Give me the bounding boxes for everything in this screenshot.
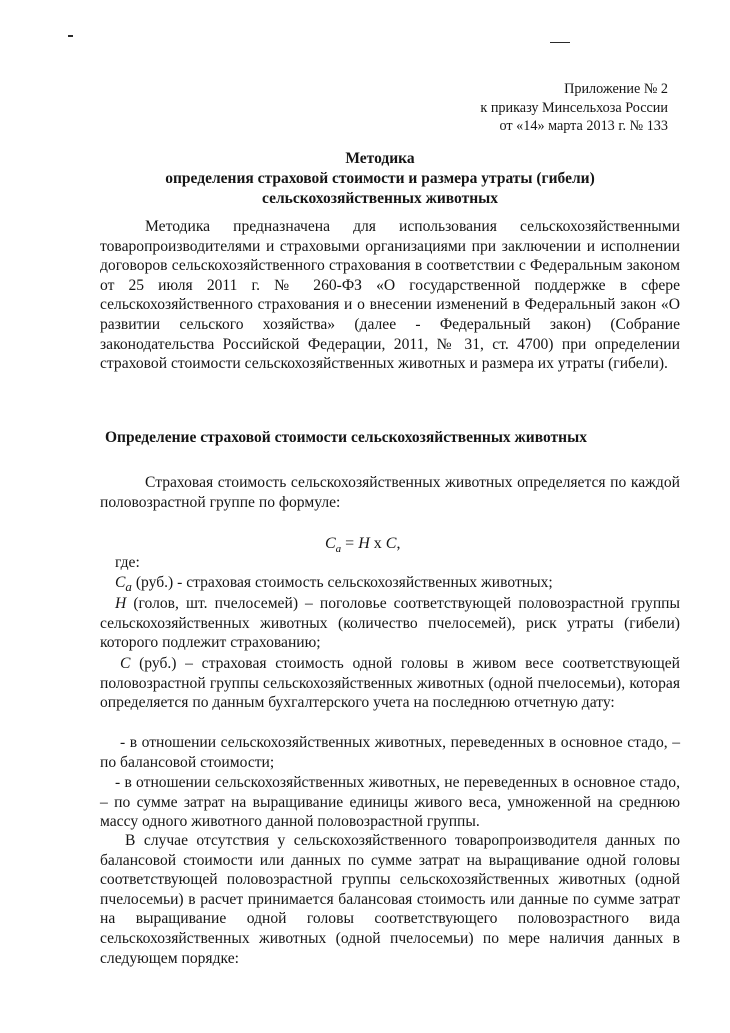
definition-c-text: (руб.) – страховая стоимость одной головы в живом весе соответствующей половозрастной группы сельскохозяйственных животных (одной пчелосемьи), которая определяется по данным бухгалтерского учета на последнюю отчетную дату: bbox=[100, 655, 680, 712]
appendix-header bbox=[480, 80, 668, 136]
definition-c-var: C bbox=[120, 655, 131, 672]
formula-lhs-sub: a bbox=[335, 543, 342, 556]
scan-artifact-right bbox=[550, 42, 570, 43]
scan-artifact-left bbox=[68, 35, 73, 37]
order-reference: к приказу Минсельхоза России bbox=[480, 99, 668, 116]
definition-ca-text: (руб.) - страховая стоимость сельскохозяйственных животных; bbox=[135, 574, 553, 591]
order-date: от «14» марта 2013 г. № 133 bbox=[499, 118, 668, 134]
section-heading: Определение страховой стоимости сельскохозяйственных животных bbox=[105, 429, 587, 446]
bullet-main-herd: - в отношении сельскохозяйственных животных, переведенных в основное стадо, – по балансовой стоимости; bbox=[100, 734, 680, 771]
formula-h: H bbox=[358, 535, 370, 552]
title-line-2: определения страховой стоимости и размера утраты (гибели) bbox=[165, 170, 595, 187]
definition-c bbox=[100, 654, 680, 713]
definition-h bbox=[100, 594, 680, 653]
where-label: где: bbox=[115, 554, 140, 571]
formula-intro-paragraph: Страховая стоимость сельскохозяйственных животных определяется по каждой половозрастной группе по формуле: bbox=[100, 474, 680, 511]
definition-ca-sub: a bbox=[125, 579, 132, 595]
intro-paragraph: Методика предназначена для использования сельскохозяйственными товаропроизводителями и страховыми организациями при заключении и исполнении договоров сельскохозяйственного страхования в соответствии с Федеральным законом от 25 июля 2011 г. № 260-ФЗ «О государственной поддержке в сфере сельскохозяйственного страхования и о внесении изменений в Федеральный закон «О развитии сельского хозяйства» (далее - Федеральный закон) (Собрание законодательства Российской Федерации, 2011, № 31, ст. 4700) при определении страховой стоимости сельскохозяйственных животных и размера их утраты (гибели). bbox=[100, 218, 680, 373]
absence-paragraph: В случае отсутствия у сельскохозяйственного товаропроизводителя данных по балансовой стоимости или данных по сумме затрат на выращивание одной головы соответствующей половозрастной группы сельскохозяйственных животных (одной пчелосемьи) в расчет принимается балансовая стоимость или данные по сумме затрат на выращивание одной головы соответствующего половозрастного вида сельскохозяйственных животных (одной пчелосемьи) по мере наличия данных в следующем порядке: bbox=[100, 832, 680, 967]
title-line-1: Методика bbox=[345, 150, 415, 167]
definition-h-text: (голов, шт. пчелосемей) – поголовье соответствующей половозрастной группы сельскохозяйственных животных (количество пчелосемей), риск утраты (гибели) которого подлежит страхованию; bbox=[100, 595, 680, 652]
formula-comma: , bbox=[396, 535, 401, 552]
title-line-3: сельскохозяйственных животных bbox=[262, 190, 498, 207]
document-title bbox=[60, 149, 700, 209]
formula-lhs: C bbox=[325, 535, 336, 552]
formula-times: x bbox=[373, 535, 382, 552]
bullet-not-main-herd: - в отношении сельскохозяйственных животных, не переведенных в основное стадо, – по сумме затрат на выращивание единицы живого веса, умноженной на среднюю массу одного животного данной половозрастной группы. bbox=[100, 774, 680, 831]
definition-h-var: H bbox=[115, 595, 127, 612]
appendix-number: Приложение № 2 bbox=[564, 81, 668, 97]
definition-ca-var: C bbox=[115, 574, 126, 591]
formula-equals: = bbox=[345, 535, 355, 552]
formula-c: C bbox=[385, 535, 397, 552]
